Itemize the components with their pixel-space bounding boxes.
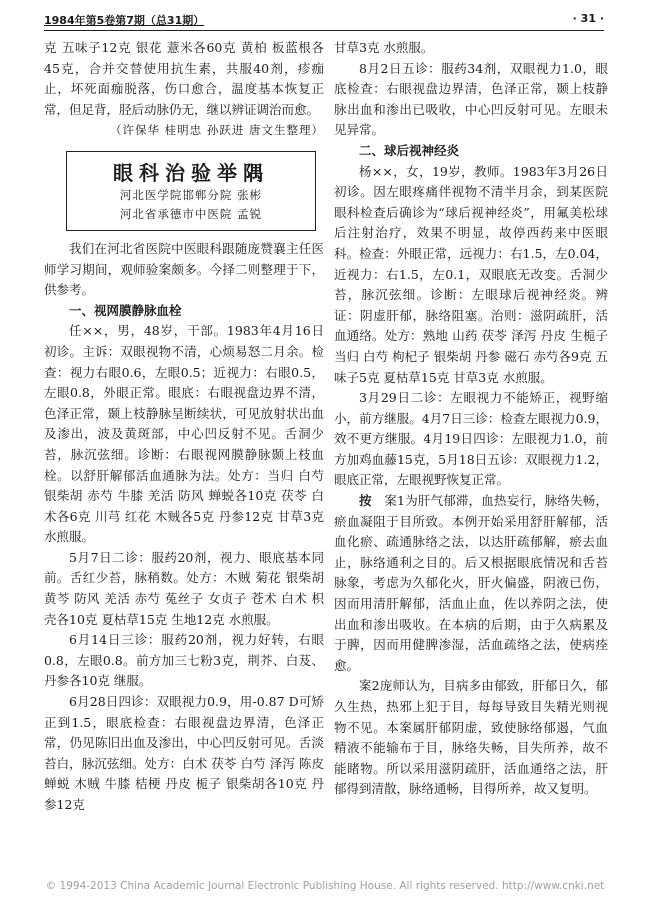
case1-initial-visit: 任××，男，48岁，干部。1983年4月16日初诊。主诉：双眼视物不清，心烦易怒二月余。检查：视力右眼0.6，左眼0.5；近视力：右眼0.5，左眼0.8，外眼正常。眼底：右眼视盘边界不清，色泽正常，颞上枝静脉呈断续状，可见放射状出血及渗出，波及黄斑部，中心凹反射不见。舌洞少苔，脉沉弦细。诊断：右眼视网膜静脉颞上枝血栓。以舒肝解郁活血通脉为法。处方：当归 白芍 银柴胡 赤芍 牛膝 羌活 防风 蝉蜕各10克 茯苓 白术各6克 川芎 红花 木贼各5克 丹参12克 甘草3克 水煎服。 [44,323,324,545]
previous-article-signers: （许保华 桂明忠 孙跃进 唐文生整理） [110,123,324,138]
case2-followup-visits: 3月29日二诊：左眼视力不能矫正，视野缩小，前方继服。4月7日三诊：检查左眼视力0.9，效不更方继服。4月19日四诊：左眼视力1.0，前方加鸡血藤15克，5月18日五诊：双眼视力1.2，眼底正常，左眼视野恢复正常。 [334,390,608,488]
journal-info: 1984年第5卷第7期（总31期） [44,14,205,27]
right-column [334,38,608,800]
previous-article-continuation: 克 五味子12克 银花 薏米各60克 黄柏 板蓝根各45克，合并交替使用抗生素，共服40剂，疹痂止，坏死面痂脱落，伤口愈合，温度基本恢复正常，但足背，胫后动脉仍无，继以辨证调治而愈。 [44,40,324,117]
article-title: 眼科治验举隅 [113,160,269,185]
case1-second-visit: 5月7日二诊：服药20剂，视力、眼底基本同前。舌红少苔，脉稍数。处方：木贼 菊花 银柴胡 黄芩 防风 羌活 赤芍 菟丝子 女贞子 苍术 白术 枳壳各10克 夏枯草15克 生地12克 水煎服。 [44,549,324,627]
commentary-case1-text: 案1为肝气郁滞，血热妄行，脉络失畅，瘀血凝阻于目所致。本例开始采用舒肝解郁，活血化瘀、疏通脉络之法，以达肝疏郁解，瘀去血止，脉络通利之目的。后又根据眼底情况和舌苔脉象，考虑为久郁化火，肝火偏盛，阴液已伤，因而用清肝解郁，活血止血，佐以养阴之法，使出血和渗出吸收。在本病的后期，由于久病累及于脾，因而用健脾渗湿，活血疏络之法，使病痊愈。 [334,493,608,673]
intro-paragraph: 我们在河北省医院中医眼科跟随庞赞襄主任医师学习期间，观师验案颇多。今择二则整理于下，供参考。 [44,240,324,298]
author-affiliation-1: 河北医学院邯郸分院 张彬 [119,187,263,202]
left-column [44,38,324,816]
case1-third-visit: 6月14日三诊：服药20剂，视力好转，右眼0.8，左眼0.8。前方加三七粉3克，荆芥、白芨、丹参各10克 继服。 [44,632,324,689]
author-affiliation-2: 河北省承德市中医院 孟锐 [119,206,263,221]
section-2-heading: 二、球后视神经炎 [359,142,460,158]
copyright-footer: © 1994-2013 China Academic Journal Electronic Publishing House. All rights reserved. http://www.cnki.net [45,880,605,892]
page-number: · 31 · [572,12,604,25]
case1-fourth-visit: 6月28日四诊：双眼视力0.9，用-0.87 D可矫正到1.5，眼底检查：右眼视盘边界清，色泽正常，仍见陈旧出血及渗出，中心凹反射可见。舌淡苔白，脉沉弦细。处方：白术 茯苓 白芍 泽泻 陈皮 蝉蜕 木贼 牛膝 桔梗 丹皮 栀子 银柴胡各10克 丹参12克 [44,694,324,812]
commentary-label: 按 [359,493,372,509]
running-header [44,8,604,31]
case2-initial-visit: 杨××，女，19岁，教师。1983年3月26日初诊。因左眼疼痛伴视物不清半月余，到某医院眼科检查后确诊为“球后视神经炎”，用氟美松球后注射治疗，效果不明显，故停西药来中医眼科。检查：外眼正常，远视力：右1.5，左0.04，近视力：右1.5，左0.1，双眼底无改变。舌洞少苔，脉沉弦细。诊断：左眼球后视神经炎。辨证：阴虚肝郁，脉络阻塞。治则：滋阴疏肝，活血通络。处方：熟地 山药 茯苓 泽泻 丹皮 生栀子 当归 白芍 枸杞子 银柴胡 丹参 磁石 赤芍各9克 五味子5克 夏枯草15克 甘草3克 水煎服。 [334,163,608,385]
case1-fifth-visit: 8月2日五诊：服药34剂，双眼视力1.0，眼底检查：右眼视盘边界清，色泽正常，颞上枝静脉出血和渗出已吸收，中心凹反射可见。左眼未见异常。 [334,60,608,138]
commentary-case2: 案2庞师认为，目病多由郁致，肝郁日久，郁久生热，热邪上犯于目，每每导致目失精光则视物不见。本案属肝郁阴虚，致使脉络郁遏，气血精液不能输布于目，脉络失畅，目失所养，故不能睹物。所以采用滋阴疏肝，活血通络之法，肝郁得到清散，脉络通畅，目得所养，故又复明。 [334,678,608,797]
case1-fourth-visit-continuation: 甘草3克 水煎服。 [334,40,434,55]
section-1-heading: 一、视网膜静脉血栓 [69,302,182,318]
commentary-case1 [334,491,608,676]
article-title-box [66,151,316,231]
